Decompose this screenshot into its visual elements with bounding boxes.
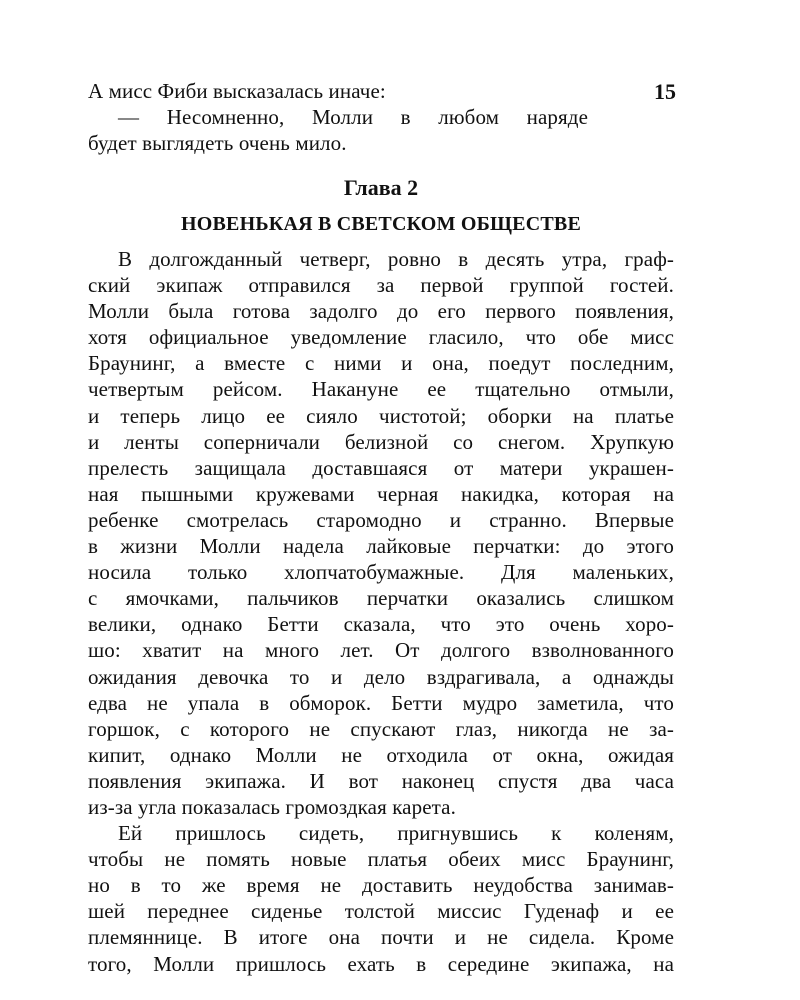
text-line: Браунинг, а вместе с ними и она, поедут последним, xyxy=(88,351,674,376)
text-line: велики, однако Бетти сказала, что это очень хоро- xyxy=(88,612,674,637)
text-line: Молли была готова задолго до его первого появления, xyxy=(88,299,674,324)
text-line: с ямочками, пальчиков перчатки оказались слишком xyxy=(88,586,674,611)
text-line: шей переднее сиденье толстой миссис Гуденаф и ее xyxy=(88,899,674,924)
text-line: — Несомненно, Молли в любом наряде xyxy=(118,105,588,130)
text-line: того, Молли пришлось ехать в середине экипажа, на xyxy=(88,951,674,976)
text-line: кипит, однако Молли не отходила от окна, ожидая xyxy=(88,742,674,767)
text-line: четвертым рейсом. Накануне ее тщательно отмыли, xyxy=(88,377,674,402)
text-line: будет выглядеть очень мило. xyxy=(88,131,347,156)
text-line: А мисс Фиби высказалась иначе: xyxy=(88,79,386,103)
text-line: ная пышными кружевами черная накидка, которая на xyxy=(88,481,674,506)
text-line: В долгожданный четверг, ровно в десять утра, граф- xyxy=(118,247,674,271)
text-line: ский экипаж отправился за первой группой гостей. xyxy=(88,273,674,298)
text-line: едва не упала в обморок. Бетти мудро заметила, что xyxy=(88,690,674,715)
chapter-body xyxy=(88,246,674,977)
text-line: и теперь лицо ее сияло чистотой; оборки на платье xyxy=(88,403,674,428)
page-number: 15 xyxy=(654,79,676,104)
text-line: прелесть защищала доставшаяся от матери украшен- xyxy=(88,455,674,480)
text-line: и ленты соперничали белизной со снегом. Хрупкую xyxy=(88,429,674,454)
intro-text xyxy=(88,78,588,156)
text-line: из-за угла показалась громоздкая карета. xyxy=(88,794,456,819)
text-line: ожидания девочка то и дело вздрагивала, а однажды xyxy=(88,664,674,689)
text-line: в жизни Молли надела лайковые перчатки: до этого xyxy=(88,534,674,559)
text-line: хотя официальное уведомление гласило, что обе мисс xyxy=(88,325,674,350)
text-line: Ей пришлось сидеть, пригнувшись к коленям, xyxy=(118,821,674,846)
text-line: ребенке смотрелась старомодно и странно. Впервые xyxy=(88,507,674,532)
text-line: шо: хватит на много лет. От долгого взволнованного xyxy=(88,638,674,663)
chapter-title: Глава 2 xyxy=(343,175,419,200)
text-line: горшок, с которого не спускают глаз, никогда не за- xyxy=(88,716,674,741)
text-line: появления экипажа. И вот наконец спустя два часа xyxy=(88,768,674,793)
text-line: но в то же время не доставить неудобства занимав- xyxy=(88,873,674,898)
text-line: носила только хлопчатобумажные. Для маленьких, xyxy=(88,560,674,585)
chapter-subtitle: НОВЕНЬКАЯ В СВЕТСКОМ ОБЩЕСТВЕ xyxy=(181,213,581,235)
text-line: племяннице. В итоге она почти и не сидела. Кроме xyxy=(88,925,674,950)
text-line: чтобы не помять новые платья обеих мисс Браунинг, xyxy=(88,847,674,872)
